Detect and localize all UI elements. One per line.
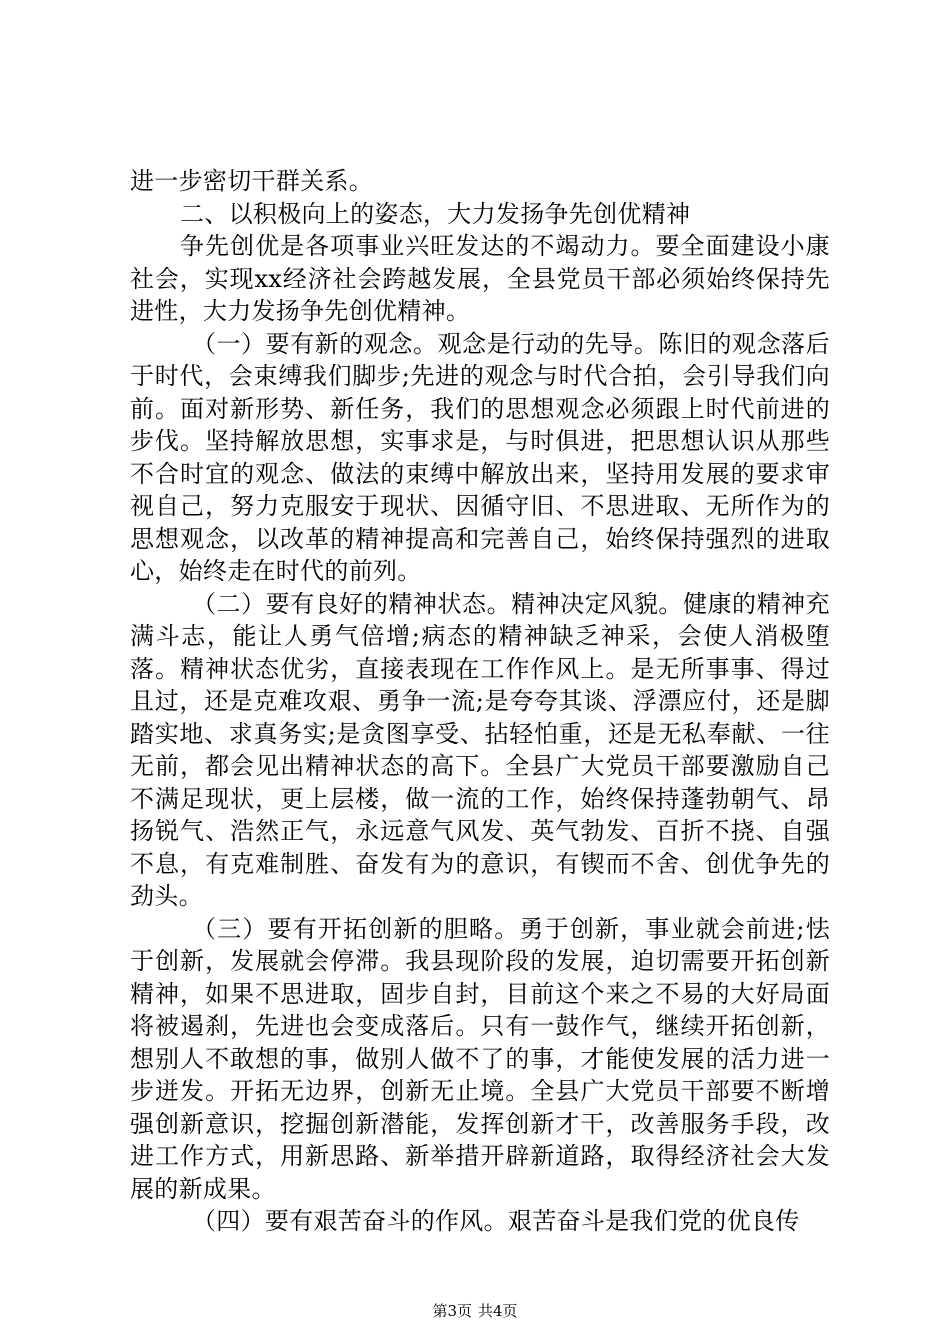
paragraph: 进一步密切干群关系。 — [130, 167, 373, 195]
document-body — [130, 165, 830, 1238]
paragraph: 争先创优是各项事业兴旺发达的不竭动力。要全面建设小康社会，实现xx经济社会跨越发展，全县党员干部必须始终保持先进性，大力发扬争先创优精神。 — [130, 232, 830, 325]
paragraph: （一）要有新的观念。观念是行动的先导。陈旧的观念落后于时代，会束缚我们脚步;先进的观念与时代合拍，会引导我们向前。面对新形势、新任务，我们的思想观念必须跟上时代前进的步伐。坚持解放思想，实事求是，与时俱进，把思想认识从那些不合时宜的观念、做法的束缚中解放出来，坚持用发展的要求审视自己，努力克服安于现状、因循守旧、不思进取、无所作为的思想观念，以改革的精神提高和完善自己，始终保持强烈的进取心，始终走在时代的前列。 — [130, 329, 830, 585]
paragraph: （二）要有良好的精神状态。精神决定风貌。健康的精神充满斗志，能让人勇气倍增;病态的精神缺乏神采，会使人消极堕落。精神状态优劣，直接表现在工作作风上。是无所事事、得过且过，还是克难攻艰、勇争一流;是夸夸其谈、浮漂应付，还是脚踏实地、求真务实;是贪图享受、拈轻怕重，还是无私奉献、一往无前，都会见出精神状态的高下。全县广大党员干部要激励自己不满足现状，更上层楼，做一流的工作，始终保持蓬勃朝气、昂扬锐气、浩然正气，永远意气风发、英气勃发、百折不挠、自强不息，有克难制胜、奋发有为的意识，有锲而不舍、创优争先的劲头。 — [130, 589, 830, 910]
paragraph: （四）要有艰苦奋斗的作风。艰苦奋斗是我们党的优良传 — [192, 1207, 800, 1235]
page-number: 第3页 — [432, 1302, 472, 1320]
page-total: 共4页 — [478, 1302, 518, 1320]
page-footer — [0, 1301, 950, 1321]
paragraph: （三）要有开拓创新的胆略。勇于创新，事业就会前进;怯于创新，发展就会停滞。我县现阶段的发展，迫切需要开拓创新精神，如果不思进取，固步自封，目前这个来之不易的大好局面将被遏刹，先进也会变成落后。只有一鼓作气，继续开拓创新，想别人不敢想的事，做别人做不了的事，才能使发展的活力进一步迸发。开拓无边界，创新无止境。全县广大党员干部要不断增强创新意识，挖掘创新潜能，发挥创新才干，改善服务手段，改进工作方式，用新思路、新举措开辟新道路，取得经济社会大发展的新成果。 — [130, 914, 830, 1203]
section-heading: 二、以积极向上的姿态，大力发扬争先创优精神 — [180, 199, 691, 228]
